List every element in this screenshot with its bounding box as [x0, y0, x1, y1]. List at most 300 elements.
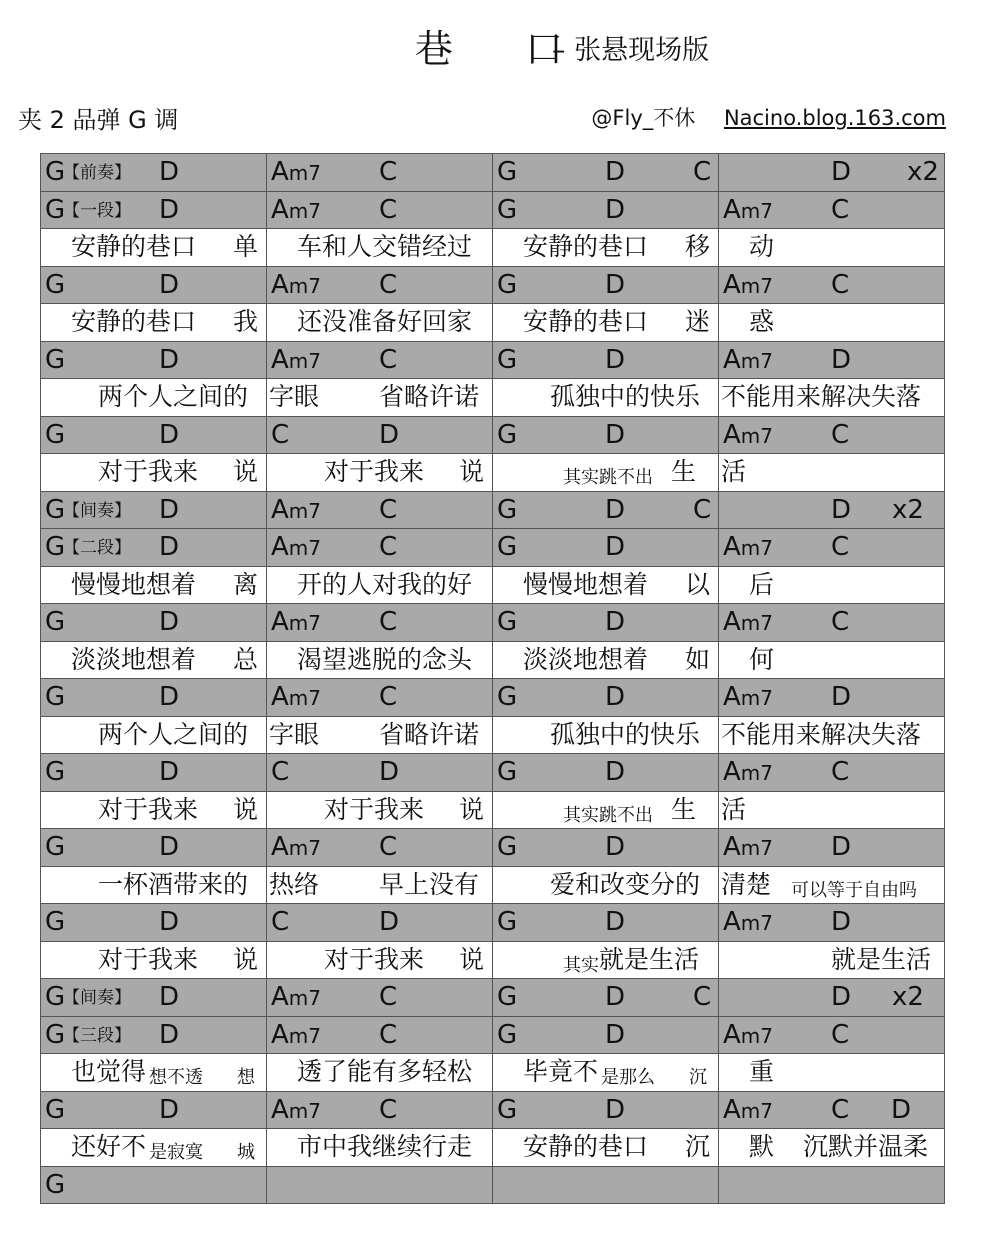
chord-symbol: G	[45, 832, 66, 862]
lyric-text: 对于我来	[324, 794, 425, 824]
chord-symbol: G	[497, 682, 518, 712]
lyric-text: 开的人对我的好	[297, 569, 473, 599]
lyric-text: 淡淡地想着	[71, 644, 197, 674]
section-label: 【间奏】	[63, 988, 131, 1008]
measure-cell	[493, 304, 719, 342]
measure-cell	[719, 191, 945, 229]
chord-symbol: Am7	[723, 757, 774, 787]
chord-symbol: Am7	[271, 532, 322, 562]
measure-cell	[41, 829, 267, 867]
chord-symbol: D	[159, 982, 180, 1012]
chord-symbol: C	[379, 832, 398, 862]
chord-symbol: C	[379, 607, 398, 637]
measure-cell	[41, 904, 267, 942]
measure-cell	[493, 341, 719, 379]
measure-cell	[719, 491, 945, 529]
chord-symbol: D	[605, 532, 626, 562]
measure-cell	[493, 566, 719, 604]
lyric-row	[41, 229, 945, 267]
chord-row	[41, 1166, 945, 1204]
chord-row	[41, 904, 945, 942]
lyric-text: 热络	[269, 869, 320, 899]
chord-symbol: Am7	[723, 269, 774, 300]
chord-symbol: Am7	[723, 607, 774, 637]
lyric-text: 清楚	[721, 869, 772, 899]
chord-sheet-body	[41, 154, 945, 1204]
measure-cell	[493, 379, 719, 417]
lyric-row	[41, 379, 945, 417]
measure-cell	[719, 154, 945, 192]
chord-symbol: C	[379, 344, 398, 375]
chord-symbol: D	[159, 494, 180, 525]
chord-symbol: G	[45, 494, 66, 525]
measure-cell	[719, 341, 945, 379]
measure-cell	[41, 754, 267, 792]
chord-symbol: G	[45, 194, 66, 225]
measure-cell	[267, 304, 493, 342]
measure-cell	[719, 266, 945, 304]
chord-symbol: D	[891, 1094, 912, 1125]
measure-cell	[493, 679, 719, 717]
measure-cell	[719, 529, 945, 567]
section-label: 【一段】	[63, 200, 131, 221]
measure-cell	[493, 904, 719, 942]
lyric-text: 安静的巷口	[523, 232, 649, 261]
lyric-text: 渴望逃脱的念头	[297, 644, 473, 674]
lyric-text: 活	[721, 794, 747, 824]
measure-cell	[41, 679, 267, 717]
lyric-text: 重	[749, 1057, 775, 1086]
lyric-text: 还好不	[71, 1132, 147, 1161]
lyric-row	[41, 1129, 945, 1167]
lyric-text: 活	[721, 457, 747, 486]
chord-row	[41, 679, 945, 717]
chord-symbol: G	[45, 1094, 66, 1125]
lyric-text: 我	[233, 307, 259, 336]
section-label: 【二段】	[63, 538, 131, 558]
lyric-text: 可以等于自由吗	[791, 879, 917, 901]
lyric-text: 两个人之间的	[98, 382, 249, 411]
lyric-text: 其实	[563, 954, 599, 976]
measure-cell	[267, 454, 493, 492]
chord-sheet-table	[40, 153, 945, 1204]
chord-symbol: G	[497, 1094, 518, 1125]
lyric-text: 单	[233, 232, 259, 261]
measure-cell	[41, 641, 267, 679]
chord-symbol: Am7	[723, 344, 774, 375]
measure-cell	[41, 154, 267, 192]
measure-cell	[267, 866, 493, 904]
measure-cell	[267, 791, 493, 829]
lyric-text: 是寂寞	[149, 1142, 203, 1163]
lyric-text: 爱和改变分的	[550, 869, 701, 899]
chord-symbol: C	[831, 757, 850, 787]
measure-cell	[493, 604, 719, 642]
chord-symbol: D	[605, 419, 626, 450]
lyric-text: 惑	[749, 307, 775, 336]
chord-row	[41, 191, 945, 229]
measure-cell	[493, 154, 719, 192]
lyric-text: 字眼	[269, 719, 320, 749]
chord-symbol: Am7	[271, 832, 322, 862]
measure-cell	[267, 416, 493, 454]
chord-symbol: D	[605, 982, 626, 1012]
measure-cell	[719, 979, 945, 1017]
measure-cell	[493, 1054, 719, 1092]
lyric-text: 沉	[689, 1067, 707, 1088]
measure-cell	[493, 191, 719, 229]
measure-cell	[267, 716, 493, 754]
chord-symbol: D	[605, 269, 626, 300]
measure-cell	[719, 1166, 945, 1204]
lyric-text: 其实跳不出	[563, 804, 653, 826]
chord-symbol: G	[497, 982, 518, 1012]
lyric-text: 是那么	[601, 1067, 655, 1088]
capo-info: 夹 2 品弹 G 调	[18, 106, 179, 134]
measure-cell	[719, 829, 945, 867]
chord-symbol: D	[379, 757, 400, 787]
chord-symbol: C	[379, 982, 398, 1012]
measure-cell	[719, 1054, 945, 1092]
measure-cell	[719, 604, 945, 642]
lyric-text: 透了能有多轻松	[297, 1057, 473, 1086]
measure-cell	[267, 904, 493, 942]
chord-symbol: C	[693, 157, 712, 187]
measure-cell	[719, 304, 945, 342]
measure-cell	[719, 1129, 945, 1167]
chord-symbol: D	[605, 157, 626, 187]
chord-symbol: Am7	[271, 194, 322, 225]
chord-symbol: Am7	[723, 1094, 774, 1125]
measure-cell	[267, 641, 493, 679]
measure-cell	[267, 379, 493, 417]
chord-symbol: D	[159, 682, 180, 712]
chord-symbol: D	[605, 682, 626, 712]
lyric-text: 对于我来	[324, 944, 425, 974]
measure-cell	[267, 829, 493, 867]
measure-cell	[719, 679, 945, 717]
lyric-text: 车和人交错经过	[297, 232, 473, 261]
chord-symbol: Am7	[271, 1019, 322, 1050]
chord-row	[41, 604, 945, 642]
chord-row	[41, 1016, 945, 1054]
lyric-text: 安静的巷口	[523, 1132, 649, 1161]
chord-symbol: G	[497, 532, 518, 562]
measure-cell	[719, 791, 945, 829]
chord-symbol: C	[271, 907, 290, 937]
lyric-row	[41, 941, 945, 979]
chord-symbol: D	[159, 344, 180, 375]
song-subtitle: – 张悬现场版	[552, 35, 710, 66]
lyric-row	[41, 641, 945, 679]
measure-cell	[41, 1129, 267, 1167]
lyric-text: 说	[233, 794, 259, 824]
section-label: 【前奏】	[63, 163, 131, 183]
lyric-text: 生	[671, 457, 697, 486]
chord-symbol: D	[605, 607, 626, 637]
lyric-text: 以	[685, 569, 711, 599]
measure-cell	[719, 754, 945, 792]
lyric-text: 对于我来	[324, 457, 425, 486]
lyric-text: 就是生活	[599, 944, 700, 974]
chord-symbol: D	[159, 1094, 180, 1125]
blog-link[interactable]: Nacino.blog.163.com	[723, 106, 946, 130]
chord-row	[41, 529, 945, 567]
chord-symbol: G	[497, 194, 518, 225]
lyric-text: 安静的巷口	[71, 232, 197, 261]
lyric-text: 移	[685, 232, 711, 261]
measure-cell	[41, 866, 267, 904]
lyric-text: 不能用来解决失落	[721, 382, 922, 411]
lyric-text: 省略许诺	[379, 382, 480, 411]
lyric-text: 市中我继续行走	[297, 1132, 473, 1161]
chord-symbol: D	[605, 832, 626, 862]
measure-cell	[267, 1016, 493, 1054]
measure-cell	[493, 1016, 719, 1054]
measure-cell	[719, 941, 945, 979]
lyric-row	[41, 566, 945, 604]
lyric-text: 慢慢地想着	[71, 569, 197, 599]
chord-symbol: G	[497, 494, 518, 525]
chord-row	[41, 829, 945, 867]
chord-symbol: G	[45, 607, 66, 637]
measure-cell	[41, 266, 267, 304]
measure-cell	[719, 866, 945, 904]
chord-symbol: G	[45, 269, 66, 300]
measure-cell	[41, 566, 267, 604]
chord-symbol: C	[831, 1019, 850, 1050]
repeat-marker: x2	[892, 494, 924, 525]
chord-symbol: G	[497, 607, 518, 637]
lyric-text: 沉	[685, 1132, 711, 1161]
chord-symbol: G	[497, 1019, 518, 1050]
chord-symbol: C	[379, 194, 398, 225]
lyric-text: 如	[685, 644, 711, 674]
lyric-text: 对于我来	[98, 457, 199, 486]
measure-cell	[41, 941, 267, 979]
chord-symbol: G	[45, 1019, 66, 1050]
chord-symbol: G	[497, 269, 518, 300]
lyric-text: 也觉得	[71, 1057, 147, 1086]
chord-symbol: C	[379, 494, 398, 525]
lyric-row	[41, 866, 945, 904]
measure-cell	[719, 416, 945, 454]
measure-cell	[41, 529, 267, 567]
measure-cell	[41, 454, 267, 492]
chord-symbol: G	[45, 982, 66, 1012]
lyric-text: 孤独中的快乐	[550, 719, 701, 749]
lyric-row	[41, 716, 945, 754]
chord-symbol: Am7	[723, 682, 774, 712]
chord-row	[41, 979, 945, 1017]
measure-cell	[41, 191, 267, 229]
measure-cell	[493, 529, 719, 567]
chord-symbol: D	[605, 494, 626, 525]
measure-cell	[267, 1129, 493, 1167]
lyric-text: 默	[749, 1132, 775, 1161]
lyric-row	[41, 791, 945, 829]
lyric-text: 后	[749, 569, 775, 599]
lyric-text: 沉默并温柔	[803, 1132, 929, 1161]
chord-symbol: Am7	[271, 607, 322, 637]
chord-symbol: D	[159, 269, 180, 300]
measure-cell	[493, 266, 719, 304]
lyric-text: 说	[233, 944, 259, 974]
measure-cell	[267, 341, 493, 379]
chord-symbol: G	[45, 682, 66, 712]
measure-cell	[267, 491, 493, 529]
chord-symbol: Am7	[723, 194, 774, 225]
chord-symbol: G	[497, 419, 518, 450]
chord-symbol: C	[831, 419, 850, 450]
measure-cell	[41, 791, 267, 829]
measure-cell	[41, 1054, 267, 1092]
credits	[591, 102, 946, 132]
measure-cell	[41, 341, 267, 379]
measure-cell	[267, 229, 493, 267]
measure-cell	[267, 979, 493, 1017]
chord-symbol: C	[831, 607, 850, 637]
author-handle: @Fly_不休	[591, 106, 696, 130]
measure-cell	[719, 229, 945, 267]
lyric-text: 说	[459, 457, 485, 486]
lyric-text: 总	[233, 644, 259, 674]
chord-symbol: G	[45, 907, 66, 937]
measure-cell	[493, 1166, 719, 1204]
chord-symbol: C	[379, 269, 398, 300]
lyric-row	[41, 1054, 945, 1092]
measure-cell	[719, 566, 945, 604]
measure-cell	[493, 641, 719, 679]
chord-symbol: G	[45, 157, 66, 187]
chord-symbol: D	[159, 607, 180, 637]
lyric-text: 还没准备好回家	[297, 307, 473, 336]
chord-symbol: G	[497, 907, 518, 937]
chord-symbol: D	[159, 757, 180, 787]
lyric-text: 字眼	[269, 382, 320, 411]
measure-cell	[493, 829, 719, 867]
measure-cell	[719, 1016, 945, 1054]
chord-symbol: D	[831, 982, 852, 1012]
measure-cell	[41, 604, 267, 642]
measure-cell	[41, 716, 267, 754]
chord-symbol: G	[497, 832, 518, 862]
measure-cell	[493, 229, 719, 267]
measure-cell	[267, 604, 493, 642]
measure-cell	[719, 641, 945, 679]
chord-symbol: D	[605, 1019, 626, 1050]
lyric-text: 安静的巷口	[523, 307, 649, 336]
measure-cell	[41, 491, 267, 529]
lyric-text: 省略许诺	[379, 719, 480, 749]
measure-cell	[493, 866, 719, 904]
measure-cell	[267, 754, 493, 792]
chord-symbol: C	[379, 682, 398, 712]
chord-row	[41, 416, 945, 454]
chord-symbol: G	[45, 419, 66, 450]
chord-symbol: Am7	[271, 494, 322, 525]
measure-cell	[41, 416, 267, 454]
measure-cell	[41, 1166, 267, 1204]
chord-symbol: D	[159, 832, 180, 862]
measure-cell	[267, 1166, 493, 1204]
chord-symbol: C	[693, 494, 712, 525]
lyric-text: 不能用来解决失落	[721, 719, 922, 749]
lyric-text: 说	[459, 944, 485, 974]
lyric-text: 动	[749, 232, 775, 261]
lyric-text: 说	[459, 794, 485, 824]
chord-symbol: Am7	[723, 907, 774, 937]
lyric-text: 城	[237, 1142, 255, 1163]
chord-symbol: C	[831, 269, 850, 300]
chord-symbol: Am7	[723, 1019, 774, 1050]
lyric-text: 说	[233, 457, 259, 486]
chord-symbol: D	[605, 194, 626, 225]
lyric-row	[41, 304, 945, 342]
measure-cell	[267, 191, 493, 229]
chord-symbol: D	[159, 1019, 180, 1050]
chord-symbol: Am7	[723, 419, 774, 450]
chord-symbol: Am7	[723, 832, 774, 862]
measure-cell	[719, 379, 945, 417]
measure-cell	[267, 266, 493, 304]
lyric-text: 孤独中的快乐	[550, 382, 701, 411]
repeat-marker: x2	[907, 157, 939, 187]
chord-symbol: C	[693, 982, 712, 1012]
measure-cell	[493, 416, 719, 454]
chord-symbol: C	[831, 194, 850, 225]
measure-cell	[719, 1091, 945, 1129]
measure-cell	[493, 941, 719, 979]
chord-symbol: Am7	[271, 269, 322, 300]
lyric-text: 慢慢地想着	[523, 569, 649, 599]
measure-cell	[493, 979, 719, 1017]
measure-cell	[41, 1016, 267, 1054]
measure-cell	[267, 154, 493, 192]
chord-symbol: G	[45, 532, 66, 562]
chord-symbol: Am7	[271, 982, 322, 1012]
measure-cell	[493, 754, 719, 792]
chord-symbol: G	[45, 344, 66, 375]
lyric-text: 安静的巷口	[71, 307, 197, 336]
chord-symbol: D	[159, 194, 180, 225]
chord-symbol: D	[159, 532, 180, 562]
measure-cell	[719, 904, 945, 942]
chord-row	[41, 266, 945, 304]
chord-symbol: D	[605, 1094, 626, 1125]
lyric-text: 迷	[685, 307, 711, 336]
measure-cell	[41, 304, 267, 342]
chord-symbol: G	[497, 344, 518, 375]
chord-symbol: C	[831, 532, 850, 562]
repeat-marker: x2	[892, 982, 924, 1012]
lyric-text: 两个人之间的	[98, 719, 249, 749]
measure-cell	[267, 941, 493, 979]
measure-cell	[719, 454, 945, 492]
measure-cell	[493, 454, 719, 492]
chord-symbol: D	[379, 907, 400, 937]
lyric-text: 就是生活	[831, 944, 932, 974]
chord-symbol: D	[605, 907, 626, 937]
lyric-text: 何	[749, 644, 775, 674]
chord-symbol: G	[497, 757, 518, 787]
measure-cell	[41, 979, 267, 1017]
chord-symbol: C	[831, 1094, 850, 1125]
chord-row	[41, 1091, 945, 1129]
chord-symbol: D	[605, 757, 626, 787]
chord-symbol: C	[271, 757, 290, 787]
measure-cell	[41, 229, 267, 267]
